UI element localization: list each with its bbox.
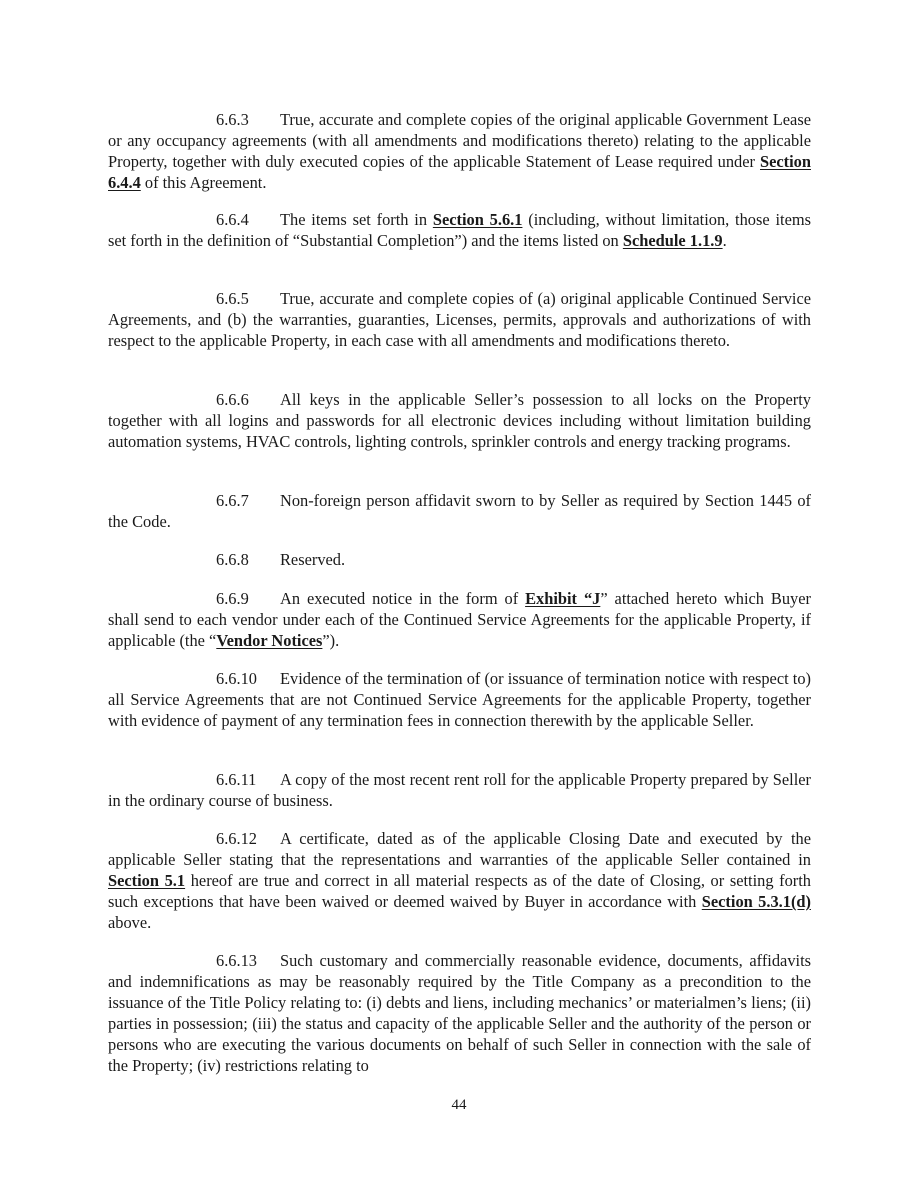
paragraph-text: A copy of the most recent rent roll for the applicable Property prepared by Seller in the ordinary course of business. bbox=[108, 770, 811, 810]
paragraph-6-6-12 bbox=[108, 829, 811, 934]
section-number: 6.6.12 bbox=[216, 829, 257, 848]
paragraph-6-6-13 bbox=[108, 951, 811, 1076]
paragraph-text: True, accurate and complete copies of (a) original applicable Continued Service Agreements, and (b) the warranties, guaranties, Licenses, permits, approvals and authorizations of with respect to the applicable Property, in each case with all amendments and modifications thereto. bbox=[108, 289, 811, 350]
paragraph-6-6-10 bbox=[108, 669, 811, 732]
paragraph-text: of this Agreement. bbox=[140, 172, 267, 192]
section-number: 6.6.5 bbox=[216, 289, 249, 308]
section-number: 6.6.8 bbox=[216, 550, 249, 569]
paragraph-6-6-11 bbox=[108, 770, 811, 812]
paragraph-text: Non-foreign person affidavit sworn to by Seller as required by Section 1445 of the Code. bbox=[108, 491, 811, 531]
paragraph-text: ” attached hereto which Buyer shall send to each vendor under each of the Continued Service Agreements for the applicable Property, if applicable (the “ bbox=[108, 589, 811, 650]
cross-reference: Section 6.4.4 bbox=[108, 151, 811, 192]
paragraph-6-6-8 bbox=[108, 550, 811, 571]
page-number: 44 bbox=[451, 1097, 467, 1113]
section-number: 6.6.10 bbox=[216, 669, 257, 688]
paragraph-6-6-9 bbox=[108, 589, 811, 652]
section-number: 6.6.11 bbox=[216, 770, 257, 789]
paragraph-6-6-7 bbox=[108, 491, 811, 533]
paragraph-text: The items set forth in bbox=[280, 210, 433, 229]
cross-reference: Vendor Notices bbox=[216, 630, 323, 650]
paragraph-6-6-5 bbox=[108, 289, 811, 352]
paragraph-text: Such customary and commercially reasonable evidence, documents, affidavits and indemnifications as may be reasonably required by the Title Company as a precondition to the issuance of the Title Policy relating to: (i) debts and liens, including mechanics’ or materialmen’s liens; (ii) parties in possession; (iii) the status and capacity of the applicable Seller and the authority of the person or persons who are executing the various documents on behalf of such Seller in connection with the sale of the Property; (iv) restrictions relating to bbox=[108, 951, 811, 1075]
paragraph-text: Reserved. bbox=[280, 550, 346, 569]
paragraph-text: ”). bbox=[322, 630, 340, 650]
paragraph-6-6-3 bbox=[108, 110, 811, 194]
section-number: 6.6.6 bbox=[216, 390, 249, 409]
paragraph-6-6-6 bbox=[108, 390, 811, 453]
paragraph-text: above. bbox=[108, 912, 152, 932]
paragraph-6-6-4 bbox=[108, 210, 811, 252]
section-number: 6.6.13 bbox=[216, 951, 257, 970]
paragraph-text: . bbox=[722, 230, 727, 250]
cross-reference: Section 5.6.1 bbox=[432, 210, 523, 229]
paragraph-text: An executed notice in the form of bbox=[280, 589, 526, 608]
section-number: 6.6.3 bbox=[216, 110, 249, 129]
cross-reference: Section 5.3.1(d) bbox=[701, 891, 811, 911]
paragraph-text: All keys in the applicable Seller’s possession to all locks on the Property together with all logins and passwords for all electronic devices including without limitation building automation systems, HVAC controls, lighting controls, sprinkler controls and energy tracking programs. bbox=[108, 390, 811, 451]
paragraph-text: hereof are true and correct in all material respects as of the date of Closing, or setting forth such exceptions that have been waived or deemed waived by Buyer in accordance with bbox=[108, 870, 812, 911]
cross-reference: Exhibit “J bbox=[525, 589, 601, 608]
cross-reference: Schedule 1.1.9 bbox=[622, 230, 723, 250]
paragraph-text: Evidence of the termination of (or issuance of termination notice with respect to) all Service Agreements that are not Continued Service Agreements for the applicable Property, together with evidence of payment of any termination fees in connection therewith by the applicable Seller. bbox=[108, 669, 811, 730]
paragraph-text: A certificate, dated as of the applicable Closing Date and executed by the applicable Seller stating that the representations and warranties of the applicable Seller contained in bbox=[108, 829, 811, 869]
section-number: 6.6.7 bbox=[216, 491, 249, 510]
section-number: 6.6.4 bbox=[216, 210, 249, 229]
cross-reference: Section 5.1 bbox=[108, 870, 186, 890]
paragraph-text: True, accurate and complete copies of the original applicable Government Lease or any occupancy agreements (with all amendments and modifications thereto) relating to the applicable Property, together with duly executed copies of the applicable Statement of Lease required under bbox=[108, 110, 811, 171]
paragraph-text: (including, without limitation, those items set forth in the definition of “Substantial Completion”) and the items listed on bbox=[108, 210, 811, 250]
section-number: 6.6.9 bbox=[216, 589, 249, 608]
